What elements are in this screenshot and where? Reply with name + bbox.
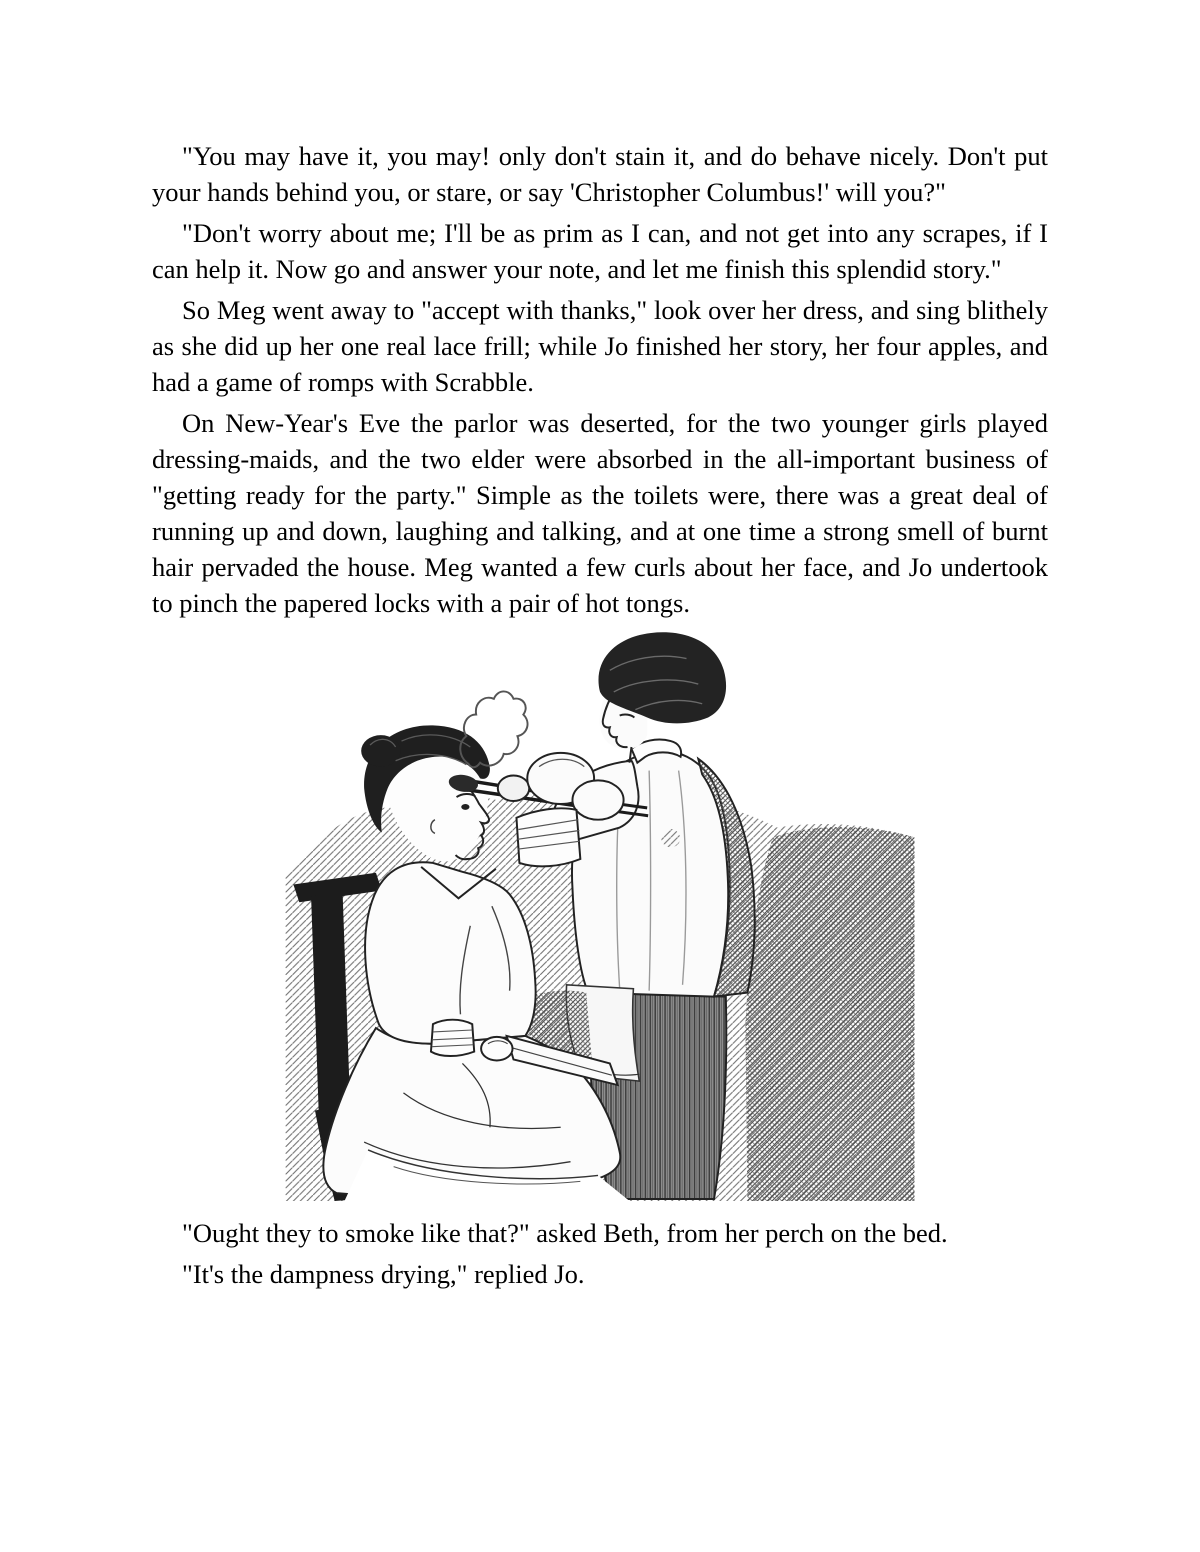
text-block xyxy=(152,138,1048,1297)
paragraph-1: "You may have it, you may! only don't stain it, and do behave nicely. Don't put your hands behind you, or stare, or say 'Christopher Columbus!' will you?" xyxy=(152,141,1048,207)
paragraph-3: So Meg went away to "accept with thanks," look over her dress, and sing blithely as she did up her one real lace frill; while Jo finished her story, her four apples, and had a game of romps with Scrabble. xyxy=(152,295,1048,397)
paragraph-2: "Don't worry about me; I'll be as prim as I can, and not get into any scrapes, if I can help it. Now go and answer your note, and let me finish this splendid story." xyxy=(152,218,1048,284)
paragraph-6: "It's the dampness drying," replied Jo. xyxy=(182,1259,585,1289)
hair-curling-illustration xyxy=(283,631,917,1201)
illustration-figure xyxy=(283,631,917,1201)
paragraph-4: On New-Year's Eve the parlor was deserted, for the two younger girls played dressing-maids, and the two elder were absorbed in the all-important business of "getting ready for the party." Simple as the toilets were, there was a great deal of running up and down, laughing and talking, and at one time a strong smell of burnt hair pervaded the house. Meg wanted a few curls about her face, and Jo undertook to pinch the papered locks with a pair of hot tongs. xyxy=(152,408,1048,618)
paragraph-5: "Ought they to smoke like that?" asked Beth, from her perch on the bed. xyxy=(182,1218,948,1248)
